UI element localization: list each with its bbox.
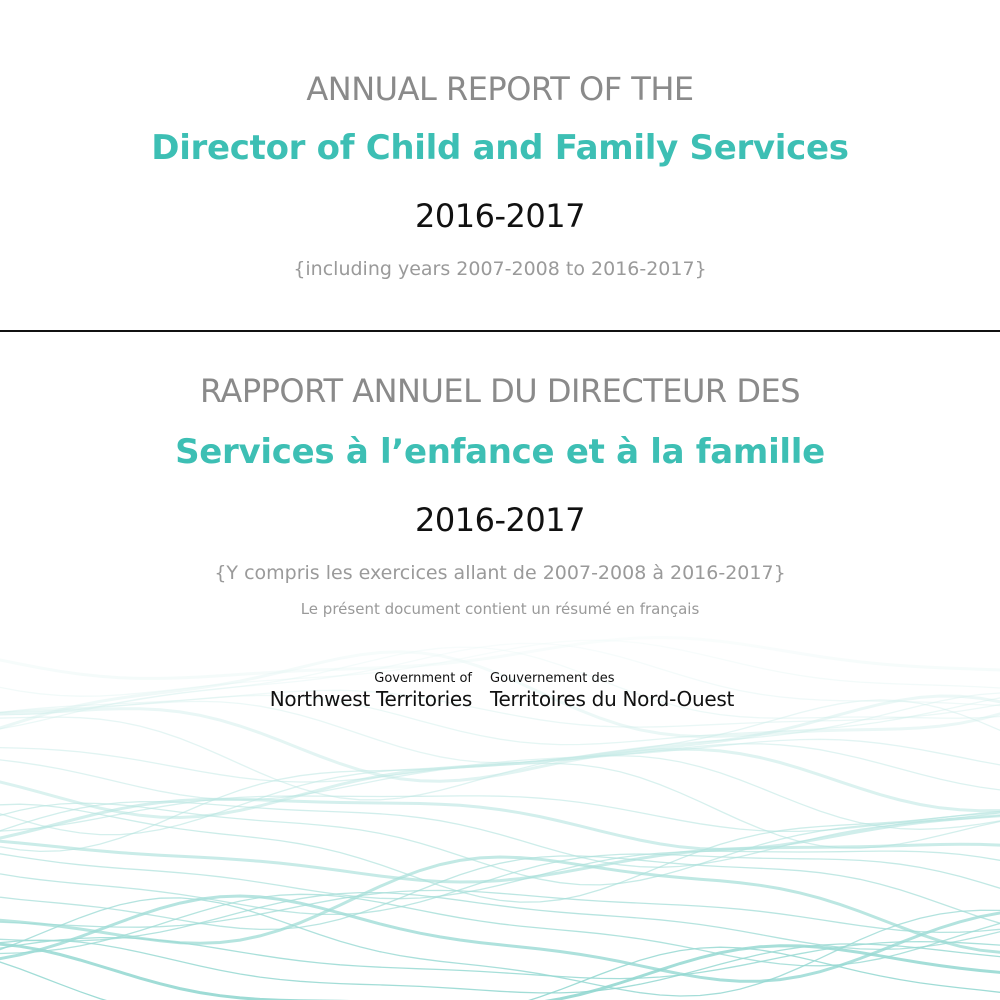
english-kicker: ANNUAL REPORT OF THE bbox=[306, 70, 694, 108]
gov-french-small: Gouvernement des bbox=[490, 671, 615, 686]
government-wordmark bbox=[0, 670, 1000, 720]
wave-pattern-icon bbox=[0, 600, 1000, 1000]
english-years-note: {including years 2007-2008 to 2016-2017} bbox=[293, 258, 707, 280]
french-years-note: {Y compris les exercices allant de 2007-2008 à 2016-2017} bbox=[214, 562, 786, 584]
section-divider bbox=[0, 330, 1000, 332]
french-summary-note: Le présent document contient un résumé en français bbox=[300, 600, 700, 618]
french-kicker: RAPPORT ANNUEL DU DIRECTEUR DES bbox=[199, 372, 800, 410]
english-title: Director of Child and Family Services bbox=[151, 128, 849, 168]
gov-english-big: Northwest Territories bbox=[269, 687, 472, 711]
gov-english-name bbox=[270, 670, 472, 711]
gov-french-name bbox=[490, 670, 734, 711]
gov-french-big: Territoires du Nord-Ouest bbox=[490, 687, 735, 711]
english-year: 2016-2017 bbox=[415, 197, 585, 235]
gov-english-small: Government of bbox=[374, 671, 472, 686]
french-year: 2016-2017 bbox=[415, 501, 585, 539]
french-title: Services à l’enfance et à la famille bbox=[175, 432, 825, 472]
